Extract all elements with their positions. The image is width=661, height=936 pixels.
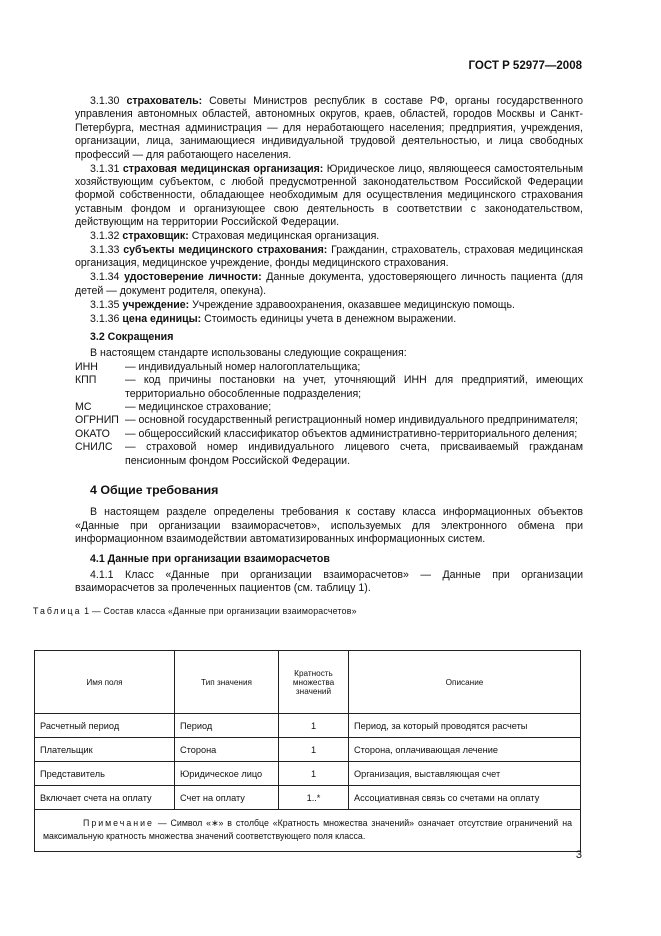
abbreviation-code: МС	[75, 400, 92, 413]
table-caption-label: Таблица	[33, 605, 82, 616]
abbreviation-item	[75, 361, 583, 374]
col-header-value-type: Тип значения	[175, 651, 279, 714]
abbreviation-item	[75, 414, 583, 427]
definition-text: Гражданин, страхователь, страховая медицинская организация, медицинское учреждение, фонды медицинского страхования.	[75, 243, 583, 270]
abbreviation-code: ИНН	[75, 360, 98, 373]
table-cell: Сторона	[175, 738, 279, 762]
definition-number: 3.1.36	[90, 312, 120, 325]
definition-item	[75, 230, 583, 243]
definition-term: цена единицы:	[122, 312, 202, 325]
table-cell: Ассоциативная связь со счетами на оплату	[349, 786, 581, 810]
table-1	[34, 650, 581, 852]
table-caption-text: 1 — Состав класса «Данные при организации взаиморасчетов»	[84, 605, 357, 616]
definition-text: Советы Министров республик в составе РФ, органы государственного управления автономных областей, автономных округов, краев, областей, городов Москвы и Санкт-Петербурга, местная администрация — для неработающего населения; предприятия, учреждения, организации, лица, занимающиеся индивидуальной трудовой деятельностью, и лица свободных профессий — для работающего населения.	[75, 95, 583, 161]
definition-number: 3.1.35	[90, 298, 120, 311]
page-number: 3	[575, 849, 582, 861]
section-4-intro: В настоящем разделе определены требования к составу класса информационных объектов «Данные при организации взаиморасчетов», используемых для электронного обмена при информационном взаимодействии автоматизированных информационных систем.	[75, 506, 583, 546]
table-cell: Плательщик	[35, 738, 175, 762]
definition-item	[75, 271, 583, 298]
col-header-description: Описание	[349, 651, 581, 714]
col-header-multiplicity: Кратность множества значений	[279, 651, 349, 714]
abbreviation-code: СНИЛС	[75, 441, 113, 454]
definition-term: страховая медицинская организация:	[122, 162, 324, 175]
definitions-list	[75, 95, 583, 326]
abbreviation-item	[75, 428, 583, 441]
table-row	[35, 786, 581, 810]
definition-text: Стоимость единицы учета в денежном выражении.	[204, 312, 457, 325]
table-cell: Расчетный период	[35, 714, 175, 738]
table-cell: Представитель	[35, 762, 175, 786]
table-cell: Юридическое лицо	[175, 762, 279, 786]
table-row	[35, 714, 581, 738]
definition-number: 3.1.31	[90, 162, 120, 175]
section-4-1-1-para: 4.1.1 Класс «Данные при организации взаиморасчетов» — Данные при организации взаиморасчетов за пролеченных пациентов (см. таблицу 1).	[75, 569, 583, 595]
table-note-text: — Символ «∗» в столбце «Кратность множества значений» означает отсутствие ограничений на максимальную кратность множества значений соответствующего поля класса.	[43, 818, 572, 841]
table-body	[35, 714, 581, 852]
section-4-heading: 4 Общие требования	[90, 482, 219, 497]
table-cell: 1	[279, 738, 349, 762]
definition-number: 3.1.30	[90, 95, 120, 107]
table-cell: Период	[175, 714, 279, 738]
table-cell: Сторона, оплачивающая лечение	[349, 738, 581, 762]
table-row	[35, 762, 581, 786]
abbreviations-list	[75, 361, 583, 468]
table-cell: Организация, выставляющая счет	[349, 762, 581, 786]
doc-header: ГОСТ Р 52977—2008	[468, 60, 582, 72]
table-note	[35, 810, 581, 852]
definition-text: Учреждение здравоохранения, оказавшее медицинскую помощь.	[192, 298, 515, 311]
abbreviation-item	[75, 401, 583, 414]
table-cell: 1	[279, 714, 349, 738]
col-header-field-name: Имя поля	[35, 651, 175, 714]
table-cell: 1	[279, 762, 349, 786]
abbreviation-description: — индивидуальный номер налогоплательщика;	[125, 360, 361, 373]
definition-term: страховщик:	[122, 230, 189, 243]
definition-term: удостоверение личности:	[124, 271, 262, 284]
table-note-paragraph	[43, 817, 572, 843]
abbreviation-description: — общероссийский классификатор объектов административно-территориального деления;	[125, 427, 578, 440]
definition-text: Страховая медицинская организация.	[191, 230, 380, 243]
section-4-1-heading: 4.1 Данные при организации взаиморасчетов	[90, 552, 330, 565]
table-cell: Период, за который проводятся расчеты	[349, 714, 581, 738]
definition-term: учреждение:	[122, 298, 190, 311]
table-cell: Включает счета на оплату	[35, 786, 175, 810]
abbreviation-description: — страховой номер индивидуального лицевого счета, присваиваемый гражданам пенсионным фондом Российской Федерации.	[125, 441, 583, 467]
definition-term: субъекты медицинского страхования:	[123, 243, 328, 256]
table-caption	[33, 605, 583, 618]
definition-item	[75, 244, 583, 271]
table-note-row	[35, 810, 581, 852]
definition-number: 3.1.34	[90, 271, 120, 284]
table-note-label: Примечание	[83, 818, 154, 828]
abbreviation-code: КПП	[75, 374, 97, 387]
abbreviation-code: ОКАТО	[75, 427, 110, 440]
abbreviation-code: ОГРНИП	[75, 414, 119, 427]
definition-text: Данные документа, удостоверяющего личность пациента (для детей — документ родителя, опекуна).	[75, 271, 583, 297]
abbreviation-description: — медицинское страхование;	[125, 400, 272, 413]
table-row	[35, 738, 581, 762]
definition-number: 3.1.33	[90, 243, 120, 256]
abbreviation-item	[75, 374, 583, 401]
table-cell: 1..*	[279, 786, 349, 810]
page-content	[33, 95, 583, 624]
definition-number: 3.1.32	[90, 230, 120, 243]
table-cell: Счет на оплату	[175, 786, 279, 810]
definition-item	[75, 95, 583, 162]
table-header-row	[35, 651, 581, 714]
definition-item	[75, 299, 583, 312]
definition-item	[75, 163, 583, 230]
abbreviation-description: — код причины постановки на учет, уточняющий ИНН для предприятий, имеющих территориально обособленные подразделения;	[125, 374, 583, 400]
abbreviation-item	[75, 441, 583, 468]
definition-item	[75, 313, 583, 326]
section-3-2-heading: 3.2 Сокращения	[90, 330, 174, 343]
abbreviation-description: — основной государственный регистрационный номер индивидуального предпринимателя;	[125, 414, 578, 427]
definition-term: страхователь:	[126, 95, 203, 107]
definition-text: Юридическое лицо, являющееся самостоятельным хозяйствующим субъектом, с любой предусмотренной законодательством Российской Федерации формой собственности, обладающее необходимым для осуществления медицинского страхования уставным фондом и организующее свою деятельность в соответствии с законодательством, действующим на территории Российской Федерации.	[75, 162, 583, 229]
abbr-intro: В настоящем стандарте использованы следующие сокращения:	[90, 347, 407, 360]
